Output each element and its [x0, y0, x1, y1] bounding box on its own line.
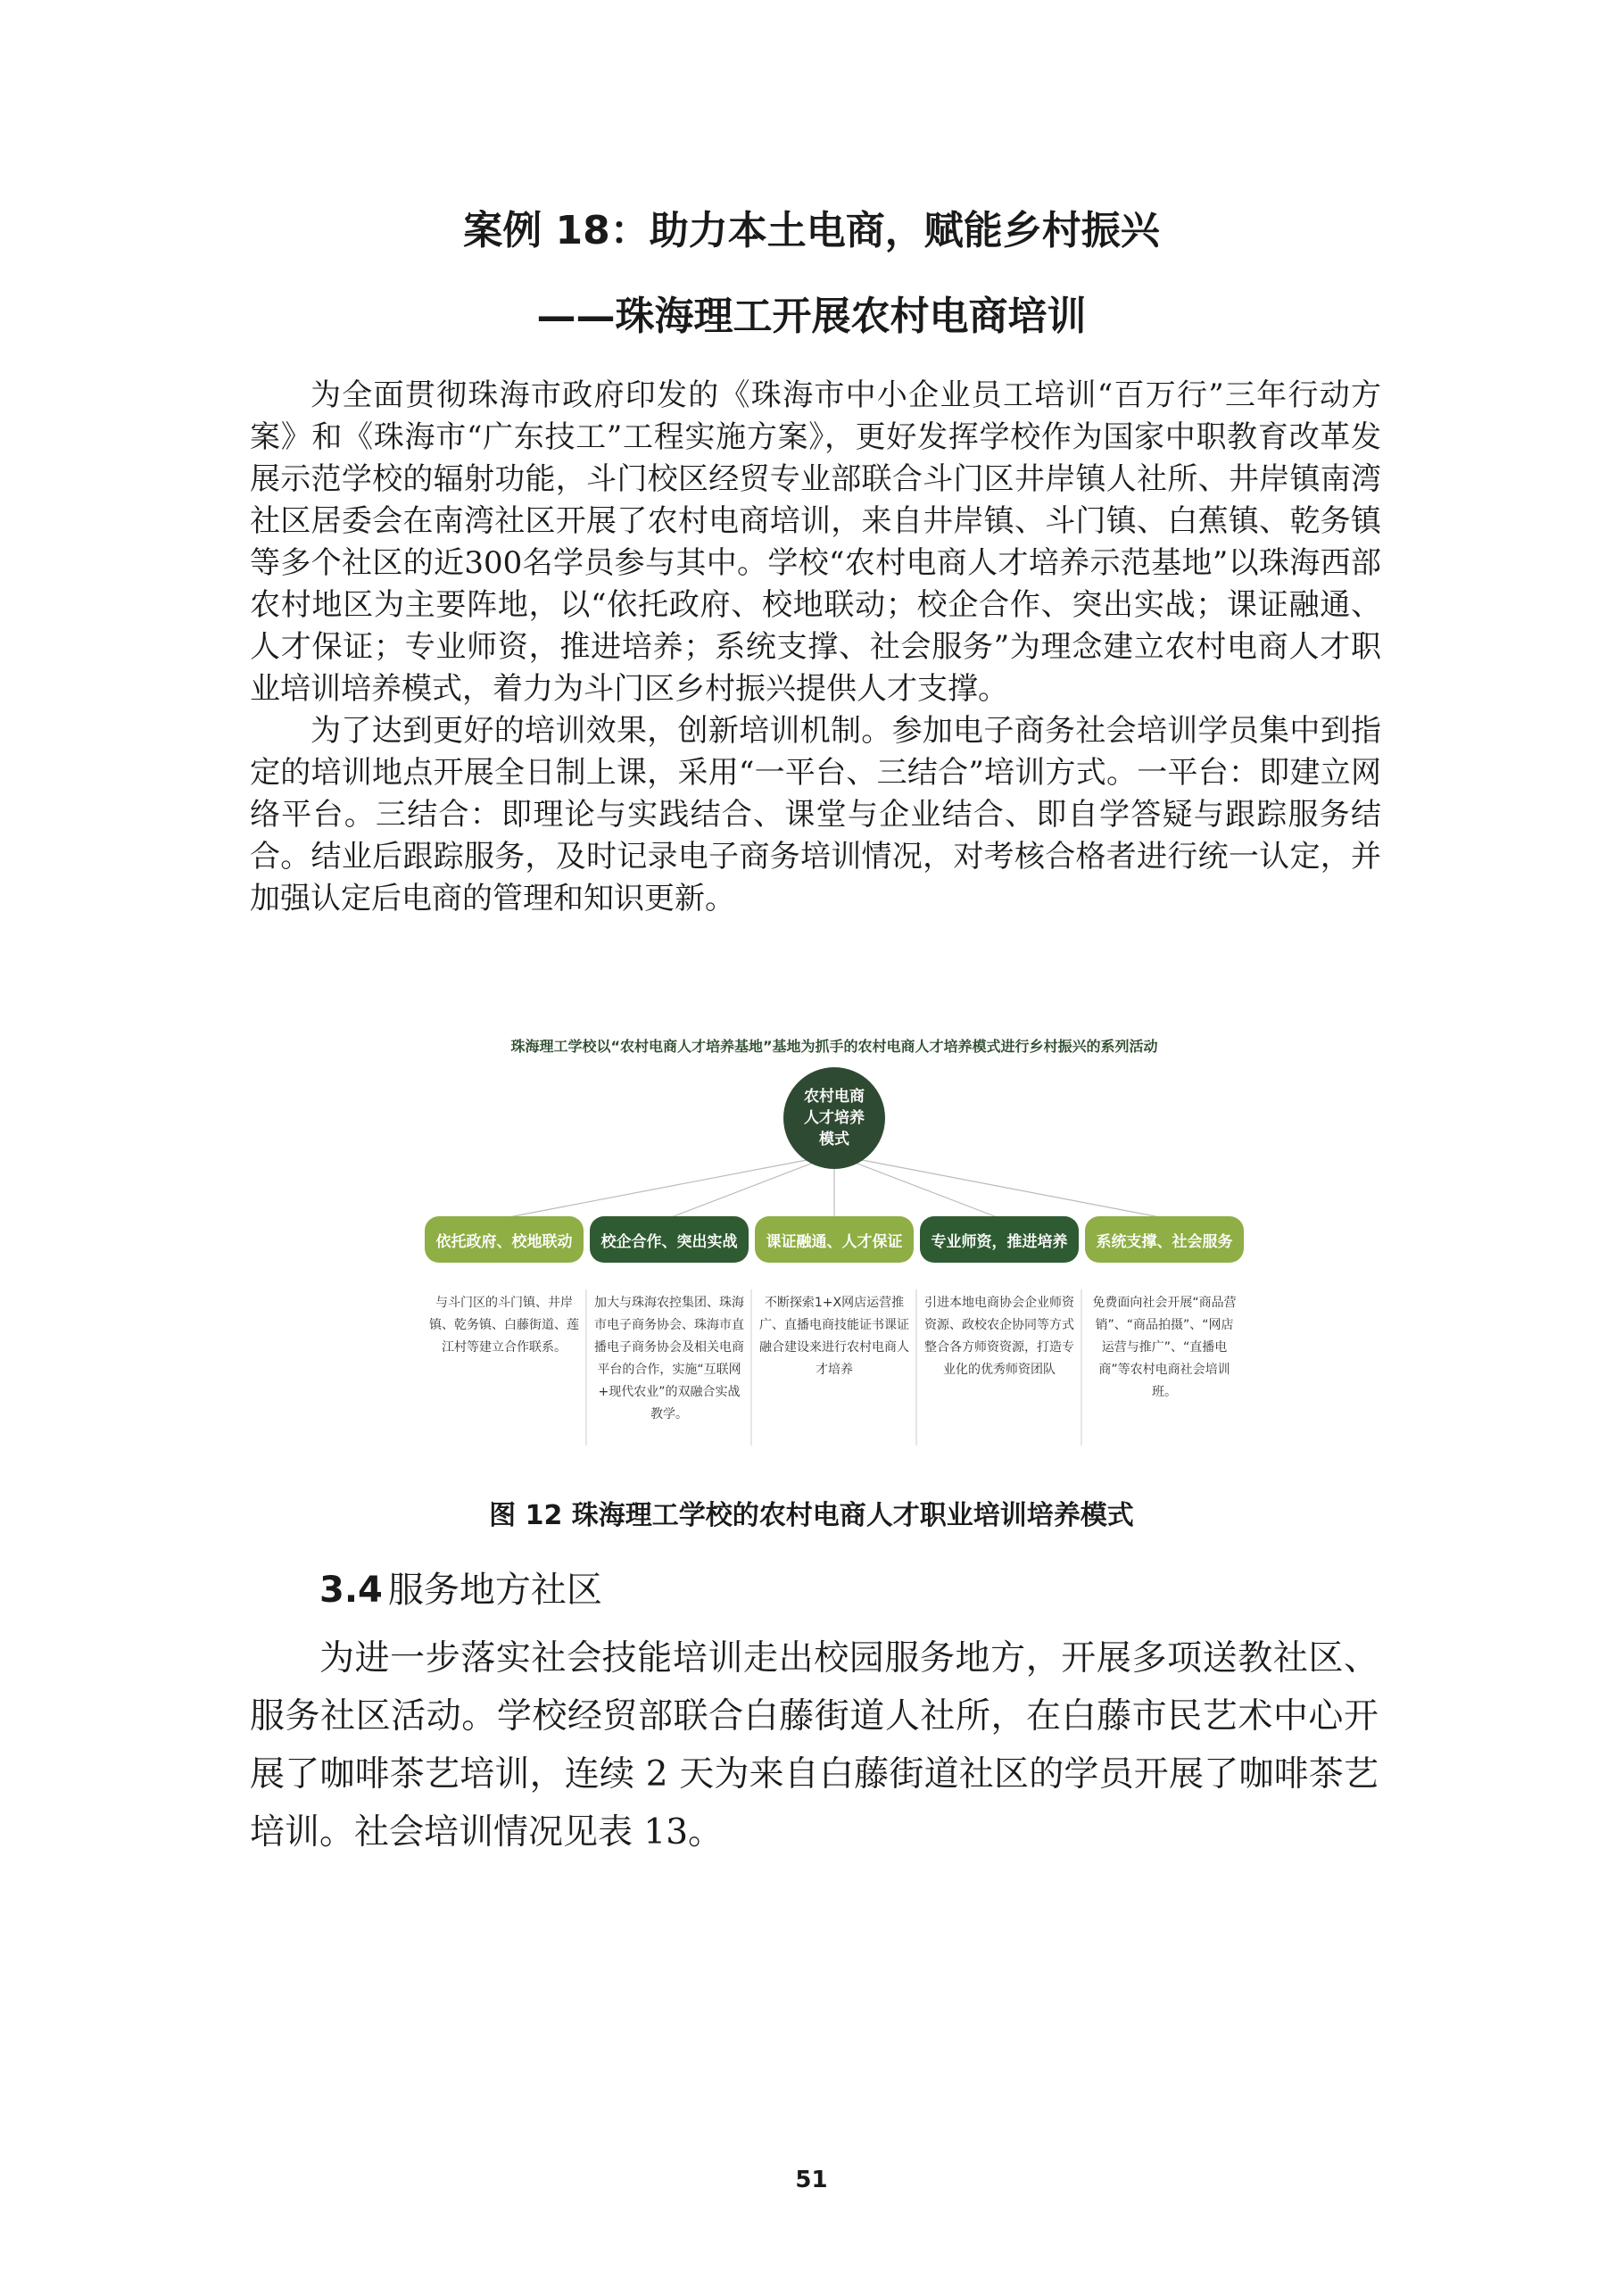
pillar-1-desc: 与斗门区的斗门镇、井岸镇、乾务镇、白藤街道、莲江村等建立合作联系。	[429, 1296, 579, 1355]
case-paragraph-2: 为了达到更好的培训效果，创新培训机制。参加电子商务社会培训学员集中到指定的培训地点开展全日制上课，采用“一平台、三结合”培训方式。一平台：即建立网络平台。三结合：即理论与实践结合、课堂与企业结合、即自学答疑与跟踪服务结合。结业后跟踪服务，及时记录电子商务培训情况，对考核合格者进行统一认定，并加强认定后电商的管理和知识更新。	[250, 713, 1381, 916]
figure-heading: 珠海理工学校以“农村电商人才培养基地”基地为抓手的农村电商人才培养模式进行乡村振兴的系列活动	[510, 1038, 1158, 1055]
pillar-3-pill: 课证融通、人才保证	[755, 1216, 914, 1263]
section-body	[250, 1629, 1379, 1861]
hub-label: 农村电商人才培养模式	[804, 1088, 865, 1148]
pillar-2-pill: 校企合作、突出实战	[590, 1216, 749, 1263]
section-title: 服务地方社区	[387, 1570, 602, 1611]
pillar-5-pill: 系统支撑、社会服务	[1085, 1216, 1244, 1263]
case-paragraph-1: 为全面贯彻珠海市政府印发的《珠海市中小企业员工培训“百万行”三年行动方案》和《珠海市“广东技工”工程实施方案》，更好发挥学校作为国家中职教育改革发展示范学校的辐射功能，斗门校区经贸专业部联合斗门区井岸镇人社所、井岸镇南湾社区居委会在南湾社区开展了农村电商培训，来自井岸镇、斗门镇、白蕉镇、乾务镇等多个社区的近300名学员参与其中。学校“农村电商人才培养示范基地”以珠海西部农村地区为主要阵地，以“依托政府、校地联动；校企合作、突出实战；课证融通、人才保证；专业师资，推进培养；系统支撑、社会服务”为理念建立农村电商人才职业培训培养模式，着力为斗门区乡村振兴提供人才支撑。	[250, 377, 1381, 707]
section-paragraph: 为进一步落实社会技能培训走出校园服务地方，开展多项送教社区、服务社区活动。学校经贸部联合白藤街道人社所，在白藤市民艺术中心开展了咖啡茶艺培训，连续 2 天为来自白藤街道社区的学员开展了咖啡茶艺培训。社会培训情况见表 13。	[250, 1638, 1379, 1853]
case-body	[250, 375, 1381, 920]
pillar-2-desc: 加大与珠海农控集团、珠海市电子商务协会、珠海市直播电子商务协会及相关电商平台的合作，实施“互联网+现代农业”的双融合实战教学。	[594, 1296, 744, 1422]
pillar-4-desc: 引进本地电商协会企业师资资源、政校农企协同等方式整合各方师资资源，打造专业化的优秀师资团队	[924, 1296, 1074, 1377]
case-subtitle: ——珠海理工开展农村电商培训	[536, 294, 1087, 339]
section-heading	[319, 1562, 602, 1612]
pillar-1-pill: 依托政府、校地联动	[425, 1216, 584, 1263]
connector-line-1	[504, 1155, 834, 1218]
connector-line-2	[669, 1155, 834, 1218]
page-number: 51	[795, 2167, 828, 2193]
pillar-4-pill: 专业师资，推进培养	[920, 1216, 1079, 1263]
hub-circle	[783, 1067, 885, 1169]
pillar-5-desc: 免费面向社会开展“商品营销”、“商品拍摄”、“网店运营与推广”、“直播电商”等农村电商社会培训班。	[1092, 1296, 1237, 1399]
figure-caption: 图 12 珠海理工学校的农村电商人才职业培训培养模式	[489, 1500, 1134, 1531]
training-model-figure	[419, 1035, 1249, 1481]
section-number: 3.4	[319, 1570, 383, 1611]
connector-line-4	[834, 1155, 999, 1218]
connector-line-5	[834, 1155, 1164, 1218]
pillar-3-desc: 不断探索1+X网店运营推广、直播电商技能证书课证融合建设来进行农村电商人才培养	[759, 1296, 909, 1377]
case-title: 案例 18：助力本土电商，赋能乡村振兴	[463, 208, 1160, 253]
